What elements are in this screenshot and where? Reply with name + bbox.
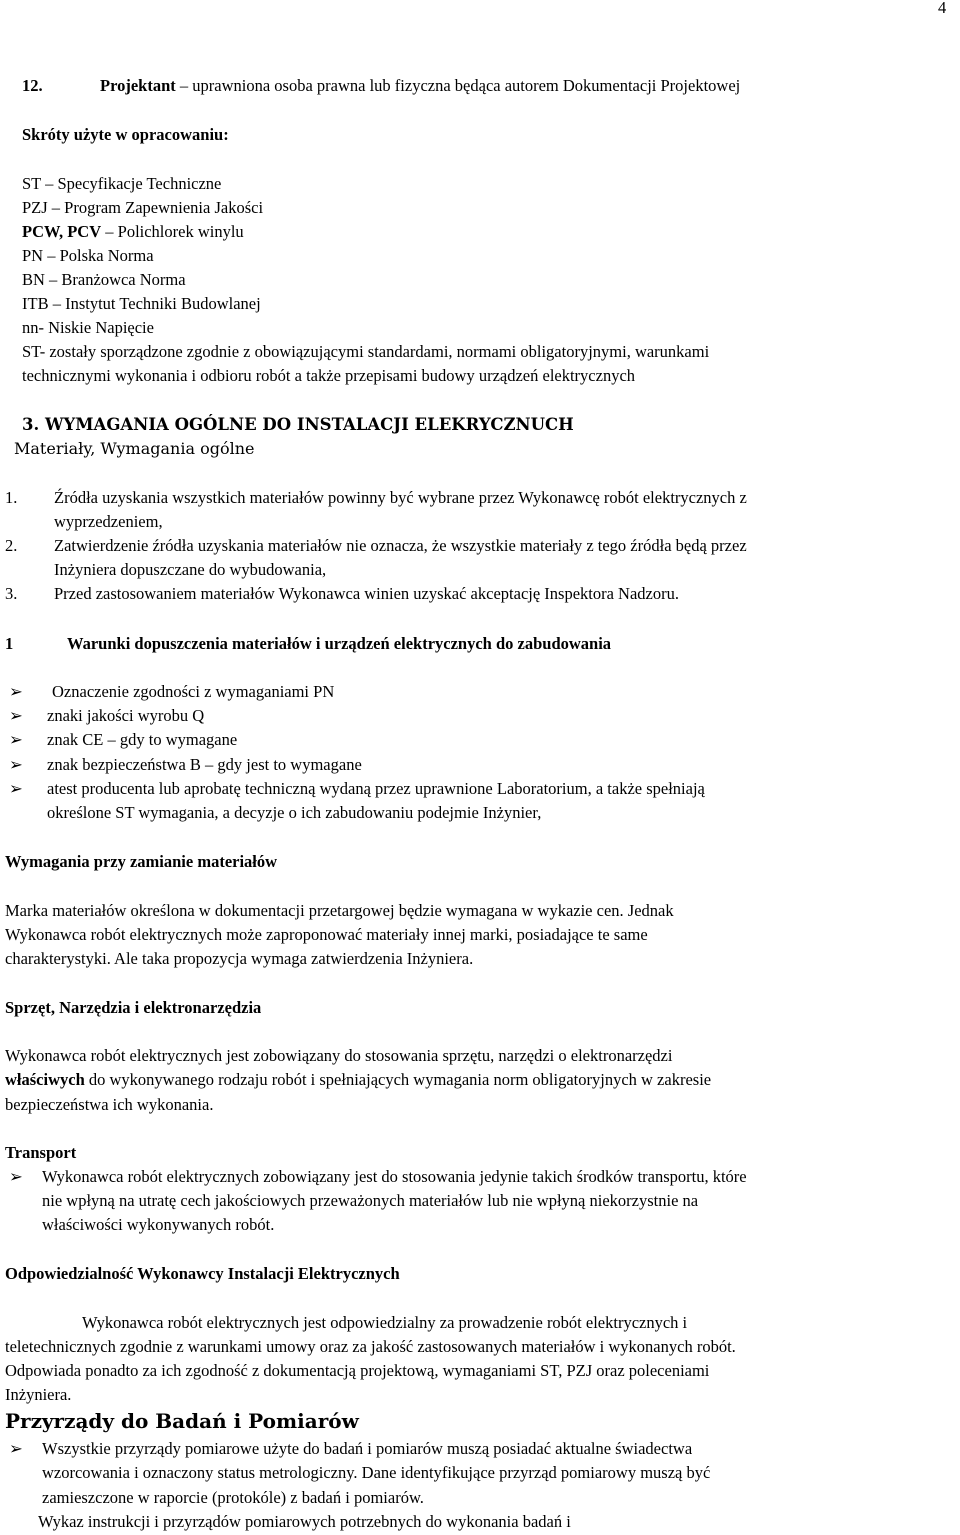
definition-line	[100, 74, 740, 98]
abbr-pcw-term: PCW, PCV	[22, 222, 102, 241]
arrow-bullet-icon: ➢	[9, 1167, 23, 1186]
paragraph-line	[5, 1068, 711, 1092]
bullet-text: zamieszczone w raporcie (protokóle) z badań i pomiarów.	[42, 1488, 424, 1507]
paragraph-line: Wykaz instrukcji i przyrządów pomiarowych potrzebnych do wykonania badań i	[38, 1512, 571, 1531]
list-number: 1.	[5, 488, 18, 507]
item-number: 12.	[22, 76, 43, 95]
arrow-bullet-icon: ➢	[9, 682, 23, 701]
bullet-text: Wszystkie przyrządy pomiarowe użyte do badań i pomiarów muszą posiadać aktualne świadectwa	[42, 1439, 693, 1458]
arrow-bullet-icon: ➢	[9, 779, 23, 798]
abbr-line: technicznymi wykonania i odbioru robót a także przepisami budowy urządzeń elektrycznych	[22, 366, 636, 385]
abbr-line-pcw	[22, 220, 244, 244]
definition-term: Projektant	[100, 76, 176, 95]
list-item-text: Przed zastosowaniem materiałów Wykonawca winien uzyskać akceptację Inspektora Nadzoru.	[54, 584, 679, 603]
bullet-text: nie wpłyną na utratę cech jakościowych przeważonych materiałów lub nie wpłyną niekorzystnie na	[42, 1191, 699, 1210]
list-item-text: wyprzedzeniem,	[54, 512, 163, 531]
bullet-text: znak bezpieczeństwa B – gdy jest to wymagane	[47, 755, 362, 774]
bullet-text: znaki jakości wyrobu Q	[47, 706, 205, 725]
abbreviations-title: Skróty użyte w opracowaniu:	[22, 125, 229, 144]
list-number: 3.	[5, 584, 18, 603]
abbr-line: ITB – Instytut Techniki Budowlanej	[22, 294, 261, 313]
bullet-text: określone ST wymagania, a decyzje o ich zabudowaniu podejmie Inżynier,	[47, 803, 542, 822]
definition-text: – uprawniona osoba prawna lub fizyczna będąca autorem Dokumentacji Projektowej	[175, 76, 741, 95]
bullet-text: znak CE – gdy to wymagane	[47, 730, 238, 749]
abbr-line: BN – Branżowca Norma	[22, 270, 186, 289]
arrow-bullet-icon: ➢	[9, 755, 23, 774]
paragraph-line: charakterystyki. Ale taka propozycja wymaga zatwierdzenia Inżyniera.	[5, 949, 474, 968]
bullet-text: wzorcowania i oznaczony status metrologiczny. Dane identyfikujące przyrząd pomiarowy muszą być	[42, 1463, 711, 1482]
subsection-heading: Wymagania przy zamianie materiałów	[5, 852, 278, 871]
arrow-bullet-icon: ➢	[9, 730, 23, 749]
paragraph-line: Wykonawca robót elektrycznych może zaproponować materiały innej marki, posiadające te same	[5, 925, 648, 944]
subsection-heading: Transport	[5, 1143, 77, 1162]
list-item-text: Zatwierdzenie źródła uzyskania materiałów nie oznacza, że wszystkie materiały z tego źródła będą przez	[54, 536, 747, 555]
abbr-line: PZJ – Program Zapewnienia Jakości	[22, 198, 264, 217]
section-heading: 3. WYMAGANIA OGÓLNE DO INSTALACJI ELEKRYCZNUCH	[22, 415, 574, 434]
bullet-text: właściwości wykonywanych robót.	[42, 1215, 275, 1234]
subsection-heading: Warunki dopuszczenia materiałów i urządzeń elektrycznych do zabudowania	[67, 634, 612, 653]
arrow-bullet-icon: ➢	[9, 1439, 23, 1458]
list-item-text: Inżyniera dopuszczane do wybudowania,	[54, 560, 327, 579]
bullet-text: Wykonawca robót elektrycznych zobowiązany jest do stosowania jedynie takich środków transportu, które	[42, 1167, 747, 1186]
list-item-text: Źródła uzyskania wszystkich materiałów powinny być wybrane przez Wykonawcę robót elektrycznych z	[54, 488, 747, 507]
subsection-number: 1	[5, 634, 14, 653]
abbr-line: ST- zostały sporządzone zgodnie z obowiązującymi standardami, normami obligatoryjnymi, warunkami	[22, 342, 710, 361]
subsection-heading: Sprzęt, Narzędzia i elektronarzędzia	[5, 998, 262, 1017]
paragraph-line: Inżyniera.	[5, 1385, 72, 1404]
paragraph-line: Odpowiada ponadto za ich zgodność z dokumentacją projektową, wymaganiami ST, PZJ oraz poleceniami	[5, 1361, 710, 1380]
page-number: 4	[938, 0, 947, 17]
abbr-line: ST – Specyfikacje Techniczne	[22, 174, 222, 193]
abbr-dash: –	[101, 222, 118, 241]
paragraph-line: Wykonawca robót elektrycznych jest zobowiązany do stosowania sprzętu, narzędzi o elektronarzędzi	[5, 1046, 673, 1065]
abbr-pcw-text: Polichlorek winylu	[117, 222, 244, 241]
subsection-heading-large: Przyrządy do Badań i Pomiarów	[5, 1409, 359, 1433]
abbr-line: PN – Polska Norma	[22, 246, 154, 265]
abbr-line: nn- Niskie Napięcie	[22, 318, 154, 337]
list-number: 2.	[5, 536, 18, 555]
paragraph-text: do wykonywanego rodzaju robót i spełniających wymagania norm obligatoryjnych w zakresie	[84, 1070, 712, 1089]
paragraph-line: teletechnicznych zgodnie z warunkami umowy oraz za jakość zastosowanych materiałów i wykonanych robót.	[5, 1337, 736, 1356]
bullet-text: atest producenta lub aprobatę techniczną wydaną przez uprawnione Laboratorium, a także spełniają	[47, 779, 705, 798]
subsection-heading: Odpowiedzialność Wykonawcy Instalacji Elektrycznych	[5, 1264, 400, 1283]
bold-word: właściwych	[5, 1070, 85, 1089]
paragraph-line: Marka materiałów określona w dokumentacji przetargowej będzie wymagana w wykazie cen. Jednak	[5, 901, 674, 920]
paragraph-line: Wykonawca robót elektrycznych jest odpowiedzialny za prowadzenie robót elektrycznych i	[82, 1313, 688, 1332]
bullet-text: Oznaczenie zgodności z wymaganiami PN	[52, 682, 335, 701]
paragraph-line: bezpieczeństwa ich wykonania.	[5, 1095, 214, 1114]
arrow-bullet-icon: ➢	[9, 706, 23, 725]
section-subtitle: Materiały, Wymagania ogólne	[14, 439, 255, 458]
